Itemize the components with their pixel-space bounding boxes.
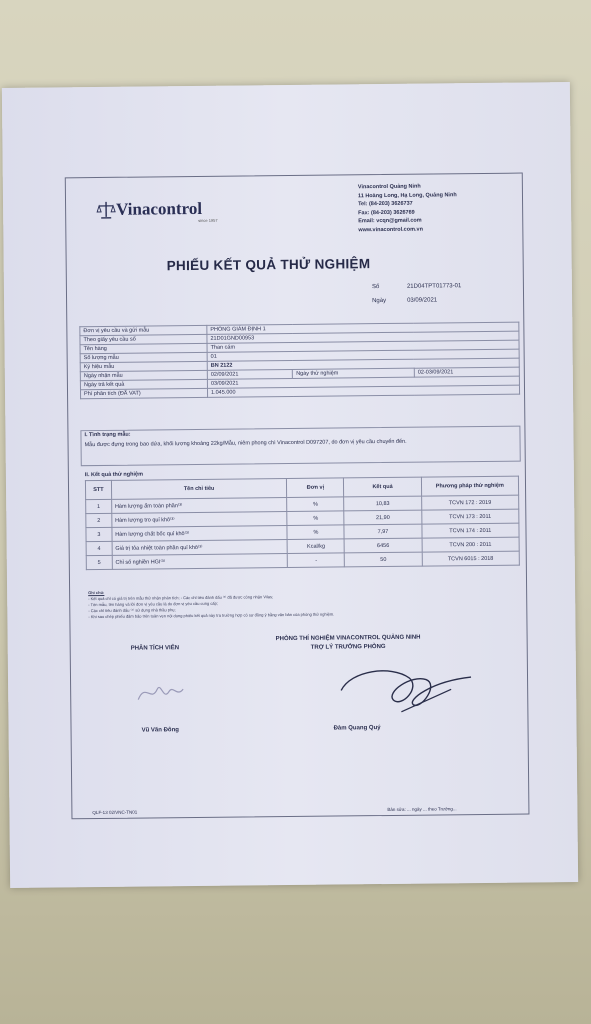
company-email: Email: vcqn@gmail.com xyxy=(358,217,422,225)
info-value: 01 xyxy=(207,349,519,361)
analyst-title: PHÂN TÍCH VIÊN xyxy=(130,645,180,652)
cell-stt: 2 xyxy=(86,513,112,527)
report-date-label: Ngày xyxy=(372,297,387,305)
logo-text: Vinacontrol xyxy=(116,198,203,219)
manager-name: Đàm Quang Quý xyxy=(333,725,381,732)
sample-state-text: Mẫu được đựng trong bao dứa, khối lượng khoảng 22kg/Mẫu, niêm phong chì Vinacontrol D097207, do đơn vị yêu cầu chuyển đến. xyxy=(84,438,407,449)
company-address: 11 Hoàng Long, Hạ Long, Quảng Ninh xyxy=(357,191,457,199)
info-label: Ký hiệu mẫu xyxy=(80,361,207,371)
assistant-head-title: TRỢ LÝ TRƯỞNG PHÒNG xyxy=(310,644,386,651)
cell-unit: % xyxy=(287,525,344,540)
column-header: Đơn vị xyxy=(287,478,344,498)
column-header: Phương pháp thử nghiệm xyxy=(421,476,519,496)
cell-result: 6456 xyxy=(344,538,421,553)
results-table xyxy=(85,476,520,571)
analyst-name: Vũ Văn Đông xyxy=(141,727,179,734)
results-heading: II. Kết quả thử nghiệm xyxy=(84,471,143,479)
report-date: 03/09/2021 xyxy=(407,297,438,304)
cell-result: 7,97 xyxy=(344,524,421,539)
cell-stt: 3 xyxy=(86,527,112,541)
column-header: Kết quả xyxy=(344,477,421,497)
info-label: Ngày trả kết quả xyxy=(80,379,207,389)
cell-method: TCVN 200 : 2011 xyxy=(422,537,520,552)
cell-unit: - xyxy=(288,553,345,568)
info-label: Ngày thử nghiệm xyxy=(293,368,415,378)
sample-state-box xyxy=(80,426,520,467)
cell-stt: 5 xyxy=(86,555,112,569)
cell-unit: Kcal/kg xyxy=(287,539,344,554)
info-label: Số lượng mẫu xyxy=(80,352,207,362)
document-title: PHIẾU KẾT QUẢ THỬ NGHIỆM xyxy=(166,256,371,274)
cell-method: TCVN 174 : 2011 xyxy=(422,523,520,538)
form-code: QLF-13 02/VNC-TN01 xyxy=(92,809,138,816)
document-frame xyxy=(65,173,530,820)
company-website: www.vinacontrol.com.vn xyxy=(358,226,423,233)
cell-method: TCVN 172 : 2019 xyxy=(421,495,519,510)
info-value: BN 2122 xyxy=(207,358,519,370)
sample-info-table xyxy=(79,322,520,400)
cell-unit: % xyxy=(287,511,344,526)
sample-state-heading: I. Tình trạng mẫu: xyxy=(84,431,131,439)
cell-name: Chỉ số nghiền HGI⁽³⁾ xyxy=(112,554,288,570)
lab-title: PHÒNG THÍ NGHIỆM VINACONTROL QUẢNG NINH xyxy=(275,634,421,643)
info-value: Than cám xyxy=(207,340,519,352)
note-line: - Tên mẫu, tên hàng và lời đơn vị yêu cầu là do đơn vị yêu cầu cung cấp; xyxy=(88,600,218,608)
info-label: Tên hàng xyxy=(80,343,207,353)
info-label: Ngày nhận mẫu xyxy=(80,370,207,380)
info-value: 02/09/2021 xyxy=(207,369,292,379)
cell-name: Hàm lượng ẩm toàn phần⁽³⁾ xyxy=(111,498,287,514)
cell-name: Giá trị tỏa nhiệt toàn phần quỉ khô⁽³⁾ xyxy=(112,540,288,556)
notes-block xyxy=(88,588,334,621)
company-name: Vinacontrol Quảng Ninh xyxy=(357,183,421,191)
column-header: Tên chỉ tiêu xyxy=(111,479,287,500)
report-number: 21D04TPT01773-01 xyxy=(406,283,462,290)
document-paper xyxy=(2,82,578,888)
cell-result: 50 xyxy=(345,552,422,567)
cell-name: Hàm lượng tro quỉ khô⁽³⁾ xyxy=(112,512,288,528)
cell-unit: % xyxy=(287,497,344,512)
note-line: - Các chỉ tiêu đánh dấu ⁽⁴⁾ sử dụng nhà thầu phụ; xyxy=(88,607,176,614)
manager-signature-icon xyxy=(331,659,482,721)
info-value: 03/09/2021 xyxy=(207,376,519,388)
company-fax: Fax: (84-203) 3626769 xyxy=(358,209,415,216)
analyst-signature-icon xyxy=(133,677,193,708)
info-value: 21D01GND00953 xyxy=(207,331,519,343)
company-tel: Tel: (84-203) 3626737 xyxy=(358,200,413,208)
cell-result: 21,90 xyxy=(344,510,421,525)
cell-stt: 1 xyxy=(86,499,112,513)
cell-name: Hàm lượng chất bốc quỉ khô⁽³⁾ xyxy=(112,526,288,542)
info-label: Đơn vị yêu cầu và gửi mẫu xyxy=(80,325,207,335)
note-line: - Khi sao chép phiếu đảm bảo trên toàn vẹn nội dung phiếu kết quả này tra trường hợp có sự đồng ý bằng văn bản của phòng thử nghiệm. xyxy=(88,611,335,620)
page-info: Bản sửa: ... ngày ... theo Trưởng... xyxy=(387,806,457,812)
cell-result: 10,83 xyxy=(344,496,421,511)
cell-method: TCVN 173 : 2011 xyxy=(421,509,519,524)
info-value: 02-03/09/2021 xyxy=(414,367,519,377)
info-label: Theo giấy yêu cầu số xyxy=(80,334,207,344)
scales-logo-icon xyxy=(96,200,116,220)
report-number-label: Số xyxy=(371,284,380,291)
column-header: STT xyxy=(85,480,111,499)
cell-stt: 4 xyxy=(86,541,112,555)
cell-method: TCVN 6015 : 2018 xyxy=(422,551,520,566)
logo-tagline: since 1957 xyxy=(198,217,218,223)
info-value: PHÒNG GIÁM ĐỊNH 1 xyxy=(207,322,519,334)
note-line: - Kết quả chỉ có giá trị trên mẫu thử nhận phân tích; - Các chỉ tiêu đánh dấu ⁽³⁾ đã được công nhận Vilas; xyxy=(88,594,274,602)
info-value: 1.045.000 xyxy=(207,385,519,397)
info-label: Phí phân tích (ĐÃ VAT) xyxy=(80,388,207,398)
note-line: Ghi chú: xyxy=(88,589,105,596)
company-info xyxy=(358,182,457,234)
